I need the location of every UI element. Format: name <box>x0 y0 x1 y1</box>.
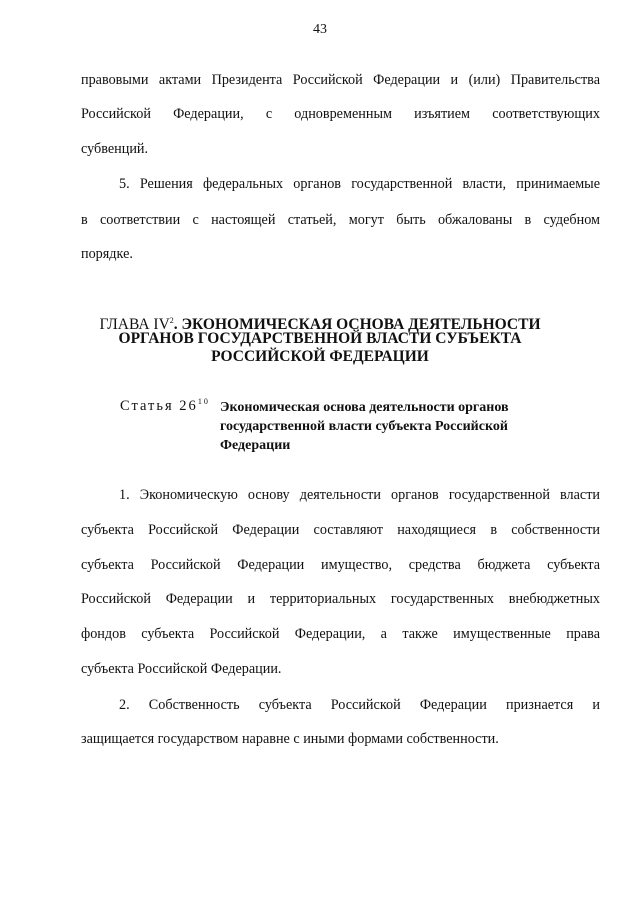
chapter-heading-line-2: ОРГАНОВ ГОСУДАРСТВЕННОЙ ВЛАСТИ СУБЪЕКТА <box>118 330 522 347</box>
article-label-text: Статья 26 <box>120 398 198 414</box>
text-line: фондов субъекта Российской Федерации, а также имущественные права <box>81 626 600 642</box>
article-title <box>220 398 560 455</box>
text-line: субвенций. <box>81 141 149 157</box>
text-line: Российской Федерации и территориальных государственных внебюджетных <box>81 591 600 607</box>
text-line: правовыми актами Президента Российской Федерации и (или) Правительства <box>81 72 600 88</box>
chapter-label: ГЛАВА IV <box>99 316 170 333</box>
text-line: субъекта Российской Федерации имущество, средства бюджета субъекта <box>81 557 600 573</box>
text-line: субъекта Российской Федерации. <box>81 661 282 677</box>
article-label <box>120 397 210 415</box>
text-line: в соответствии с настоящей статьей, могут быть обжалованы в судебном <box>81 212 600 228</box>
text-line: Российской Федерации, с одновременным изъятием соответствующих <box>81 106 600 122</box>
article-title-line: Федерации <box>220 438 291 453</box>
text-line: защищается государством наравне с иными формами собственности. <box>81 731 499 747</box>
chapter-title: ЭКОНОМИЧЕСКАЯ ОСНОВА ДЕЯТЕЛЬНОСТИ <box>181 316 541 333</box>
chapter-heading-line-3: РОССИЙСКОЙ ФЕДЕРАЦИИ <box>211 348 429 365</box>
article-label-superscript: 10 <box>197 397 210 406</box>
text-line: 5. Решения федеральных органов государственной власти, принимаемые <box>119 176 600 192</box>
article-title-line: Экономическая основа деятельности органов <box>220 400 509 415</box>
text-line: субъекта Российской Федерации составляют находящиеся в собственности <box>81 522 600 538</box>
chapter-label-superscript: 2 <box>169 316 174 325</box>
article-title-line: государственной власти субъекта Российской <box>220 419 508 434</box>
text-line: порядке. <box>81 246 133 262</box>
chapter-heading-line-1: ГЛАВА $IV^2$. ЭКОНОМИЧЕСКАЯ ОСНОВА ДЕЯТЕЛЬНОСТИ <box>99 316 541 333</box>
text-line: 1. Экономическую основу деятельности органов государственной власти <box>119 487 600 503</box>
text-line: 2. Собственность субъекта Российской Федерации признается и <box>119 697 600 713</box>
page-number: 43 <box>313 22 327 37</box>
